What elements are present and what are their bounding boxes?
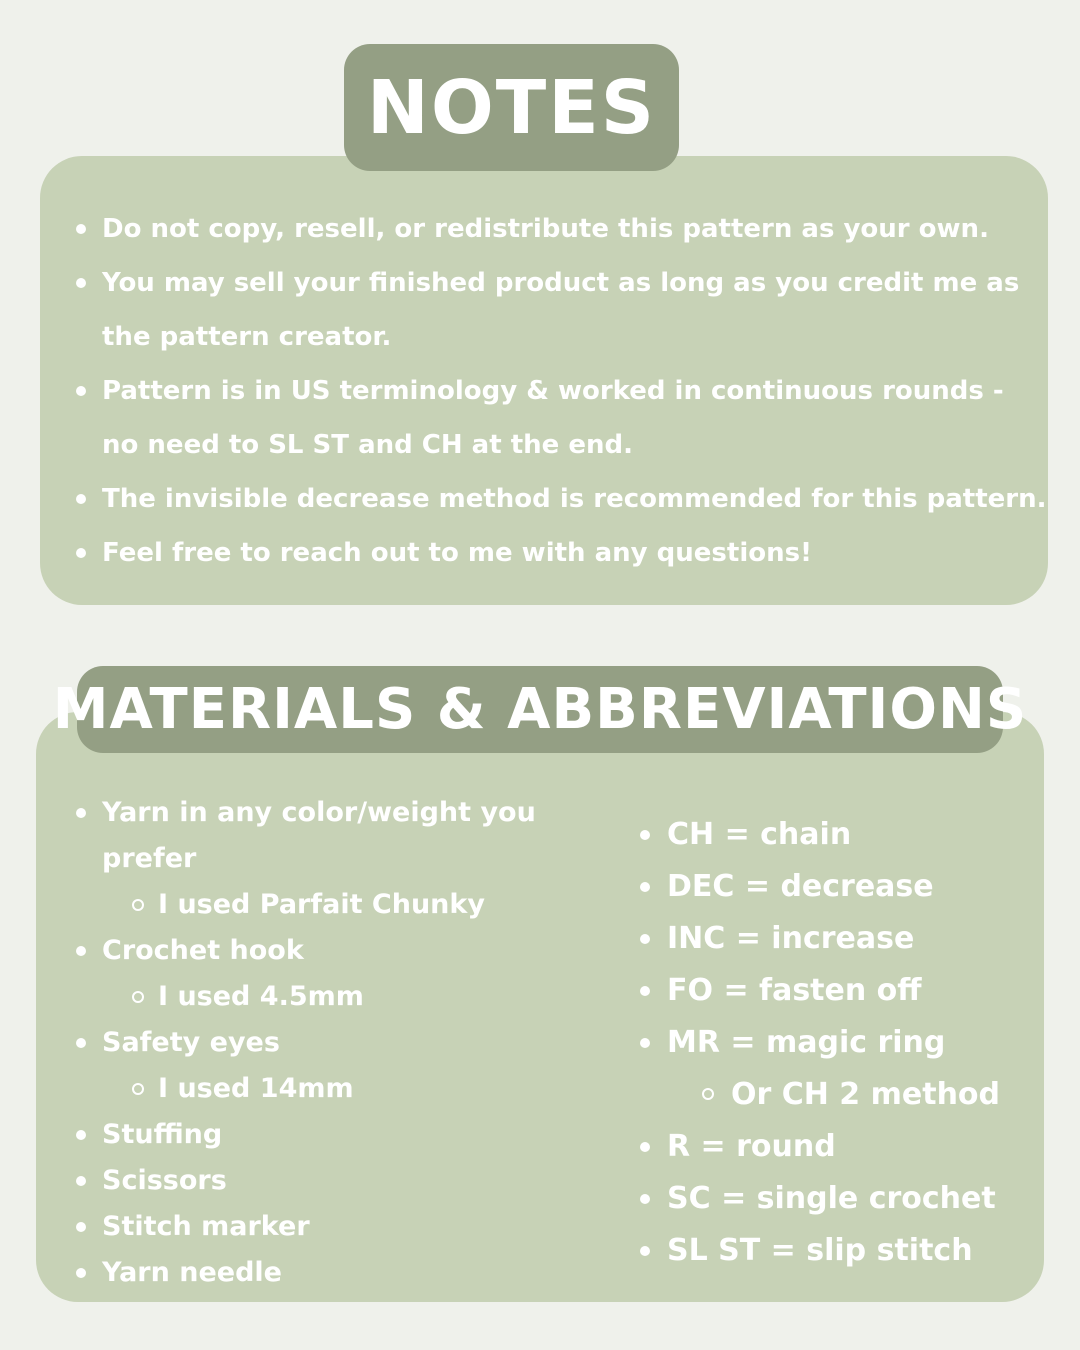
materials-item-text: Crochet hook bbox=[102, 935, 304, 966]
materials-subitem-text: I used Parfait Chunky bbox=[158, 889, 485, 920]
bullet-icon bbox=[640, 986, 650, 996]
notes-item bbox=[74, 526, 1049, 580]
bullet-icon bbox=[76, 946, 86, 956]
bullet-icon bbox=[76, 548, 86, 558]
abbreviation-item bbox=[638, 913, 1038, 965]
materials-item-text: Scissors bbox=[102, 1165, 227, 1196]
materials-item-text: Yarn needle bbox=[102, 1257, 282, 1288]
abbreviations-list bbox=[638, 809, 1038, 1277]
bullet-icon bbox=[640, 934, 650, 944]
sub-bullet-icon bbox=[702, 1088, 714, 1100]
bullet-icon bbox=[76, 1130, 86, 1140]
abbreviation-text: FO = fasten off bbox=[667, 973, 922, 1008]
abbreviation-text: INC = increase bbox=[667, 921, 915, 956]
bullet-icon bbox=[640, 882, 650, 892]
bullet-icon bbox=[76, 278, 86, 288]
materials-subitem bbox=[74, 1066, 544, 1112]
materials-item-text: Stitch marker bbox=[102, 1211, 310, 1242]
bullet-icon bbox=[76, 224, 86, 234]
notes-item-text: The invisible decrease method is recommended for this pattern. bbox=[102, 484, 1047, 514]
materials-item bbox=[74, 1158, 544, 1204]
materials-item bbox=[74, 1204, 544, 1250]
abbreviation-item bbox=[638, 965, 1038, 1017]
notes-item bbox=[74, 472, 1049, 526]
abbreviation-text: DEC = decrease bbox=[667, 869, 934, 904]
bullet-icon bbox=[76, 494, 86, 504]
abbreviation-item bbox=[638, 861, 1038, 913]
notes-item bbox=[74, 256, 1049, 364]
materials-item bbox=[74, 790, 544, 882]
materials-subitem bbox=[74, 974, 544, 1020]
abbreviation-subitem bbox=[638, 1069, 1038, 1121]
abbreviation-text: SC = single crochet bbox=[667, 1181, 996, 1216]
abbreviation-item bbox=[638, 1017, 1038, 1069]
bullet-icon bbox=[640, 1194, 650, 1204]
bullet-icon bbox=[76, 386, 86, 396]
abbreviation-subitem-text: Or CH 2 method bbox=[731, 1077, 1001, 1112]
materials-item bbox=[74, 1112, 544, 1158]
materials-item bbox=[74, 1020, 544, 1066]
notes-item bbox=[74, 364, 1049, 472]
bullet-icon bbox=[76, 1038, 86, 1048]
materials-title: MATERIALS & ABBREVIATIONS bbox=[52, 676, 1028, 742]
abbreviation-item bbox=[638, 1121, 1038, 1173]
bullet-icon bbox=[640, 1038, 650, 1048]
abbreviation-text: SL ST = slip stitch bbox=[667, 1233, 973, 1268]
materials-subitem bbox=[74, 882, 544, 928]
bullet-icon bbox=[640, 830, 650, 840]
notes-item-text: Feel free to reach out to me with any questions! bbox=[102, 538, 812, 568]
abbreviation-item bbox=[638, 1173, 1038, 1225]
notes-list bbox=[74, 202, 1049, 580]
bullet-icon bbox=[76, 1176, 86, 1186]
materials-item-text: Yarn in any color/weight you prefer bbox=[102, 797, 536, 874]
bullet-icon bbox=[640, 1142, 650, 1152]
abbreviation-text: R = round bbox=[667, 1129, 836, 1164]
sub-bullet-icon bbox=[132, 899, 144, 911]
notes-item bbox=[74, 202, 1049, 256]
materials-item-text: Safety eyes bbox=[102, 1027, 280, 1058]
abbreviation-text: MR = magic ring bbox=[667, 1025, 946, 1060]
materials-item-text: Stuffing bbox=[102, 1119, 223, 1150]
bullet-icon bbox=[76, 808, 86, 818]
materials-item bbox=[74, 928, 544, 974]
materials-subitem-text: I used 14mm bbox=[158, 1073, 354, 1104]
sub-bullet-icon bbox=[132, 1083, 144, 1095]
bullet-icon bbox=[76, 1268, 86, 1278]
sub-bullet-icon bbox=[132, 991, 144, 1003]
bullet-icon bbox=[640, 1246, 650, 1256]
materials-title-box bbox=[52, 666, 1028, 753]
notes-title: NOTES bbox=[366, 64, 657, 151]
abbreviation-item bbox=[638, 1225, 1038, 1277]
abbreviation-text: CH = chain bbox=[667, 817, 852, 852]
bullet-icon bbox=[76, 1222, 86, 1232]
notes-item-text: Pattern is in US terminology & worked in continuous rounds - no need to SL ST and CH at the end. bbox=[102, 376, 1004, 460]
notes-item-text: You may sell your finished product as long as you credit me as the pattern creator. bbox=[102, 268, 1020, 352]
materials-item bbox=[74, 1250, 544, 1296]
abbreviation-item bbox=[638, 809, 1038, 861]
materials-subitem-text: I used 4.5mm bbox=[158, 981, 364, 1012]
notes-item-text: Do not copy, resell, or redistribute this pattern as your own. bbox=[102, 214, 989, 244]
notes-title-box bbox=[344, 44, 679, 171]
materials-list bbox=[74, 790, 544, 1296]
